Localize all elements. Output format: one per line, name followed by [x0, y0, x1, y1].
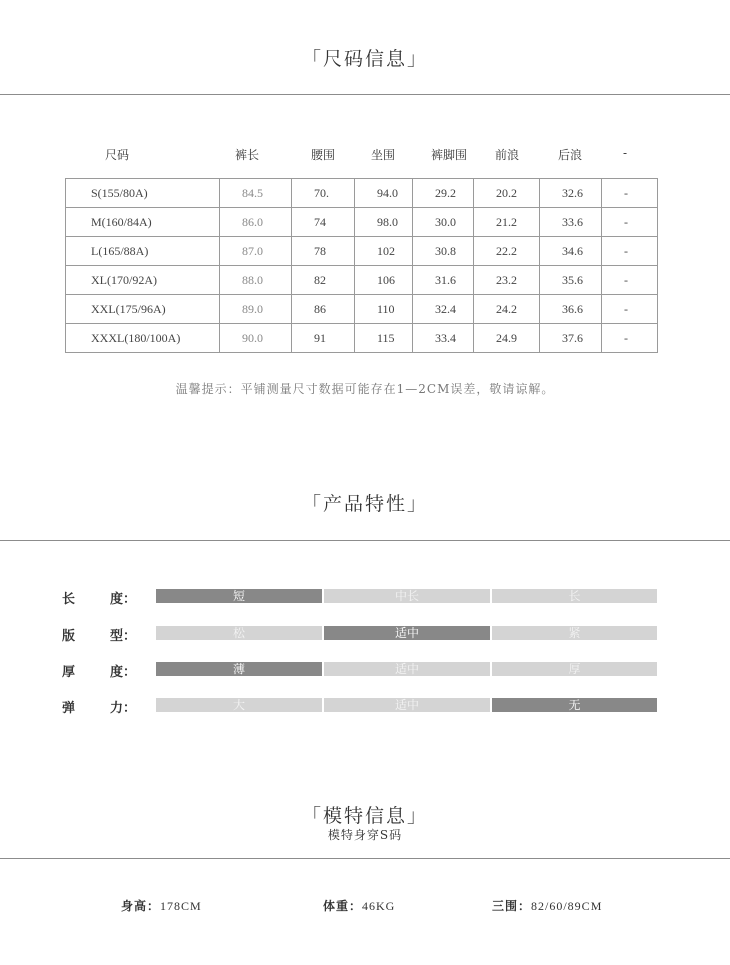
size-name-cell: XXXL(180/100A)	[66, 324, 220, 353]
size-value-cell: 74	[292, 208, 355, 237]
size-value-cell: 89.0	[220, 295, 292, 324]
model-height-label: 身高：	[121, 899, 161, 913]
size-value-cell: 98.0	[355, 208, 413, 237]
table-row	[66, 237, 658, 266]
size-value-cell: 115	[355, 324, 413, 353]
features-section-title: 「产品特性」	[301, 493, 428, 515]
feature-label-second: 力：	[110, 701, 137, 716]
size-value-cell: 33.4	[413, 324, 474, 353]
feature-option: 适中	[324, 698, 490, 712]
header-size: 尺码	[105, 148, 130, 162]
size-value-cell: 24.2	[474, 295, 540, 324]
size-value-cell: 106	[355, 266, 413, 295]
feature-scale	[156, 589, 657, 603]
table-row	[66, 295, 658, 324]
size-value-cell: 36.6	[540, 295, 602, 324]
size-table	[65, 178, 658, 353]
size-value-cell: -	[602, 266, 658, 295]
size-value-cell: 90.0	[220, 324, 292, 353]
size-value-cell: -	[602, 179, 658, 208]
size-value-cell: 94.0	[355, 179, 413, 208]
size-value-cell: -	[602, 324, 658, 353]
size-name-cell: XXL(175/96A)	[66, 295, 220, 324]
table-row	[66, 208, 658, 237]
size-value-cell: 102	[355, 237, 413, 266]
feature-scale	[156, 698, 657, 712]
feature-option: 松	[156, 626, 322, 640]
model-weight-value: 46KG	[362, 899, 396, 913]
size-value-cell: 37.6	[540, 324, 602, 353]
feature-option: 大	[156, 698, 322, 712]
features-section-divider	[0, 540, 730, 541]
size-table-header	[65, 146, 657, 162]
size-name-cell: S(155/80A)	[66, 179, 220, 208]
feature-label-first: 长	[62, 592, 76, 607]
feature-option: 厚	[492, 662, 657, 676]
feature-label-second: 型：	[110, 629, 137, 644]
size-value-cell: 70.	[292, 179, 355, 208]
table-row	[66, 179, 658, 208]
feature-label-first: 弹	[62, 701, 76, 716]
size-value-cell: 33.6	[540, 208, 602, 237]
size-note: 温馨提示：平铺测量尺寸数据可能存在1—2CM误差，敬请谅解。	[175, 382, 555, 396]
size-value-cell: 32.4	[413, 295, 474, 324]
size-value-cell: 87.0	[220, 237, 292, 266]
size-value-cell: 22.2	[474, 237, 540, 266]
header-hem: 裤脚围	[431, 148, 468, 162]
size-value-cell: 21.2	[474, 208, 540, 237]
model-weight-label: 体重：	[323, 899, 363, 913]
header-extra: -	[623, 146, 628, 160]
table-row	[66, 324, 658, 353]
feature-option-selected: 适中	[324, 626, 490, 640]
feature-option: 紧	[492, 626, 657, 640]
size-value-cell: 110	[355, 295, 413, 324]
feature-option: 中长	[324, 589, 490, 603]
size-value-cell: 31.6	[413, 266, 474, 295]
size-value-cell: 82	[292, 266, 355, 295]
header-length: 裤长	[235, 148, 260, 162]
feature-label-second: 度：	[110, 592, 137, 607]
size-name-cell: XL(170/92A)	[66, 266, 220, 295]
size-name-cell: L(165/88A)	[66, 237, 220, 266]
size-value-cell: 88.0	[220, 266, 292, 295]
size-value-cell: 84.5	[220, 179, 292, 208]
size-value-cell: -	[602, 208, 658, 237]
size-value-cell: 23.2	[474, 266, 540, 295]
size-value-cell: 24.9	[474, 324, 540, 353]
size-value-cell: 20.2	[474, 179, 540, 208]
header-waist: 腰围	[311, 148, 336, 162]
size-value-cell: -	[602, 295, 658, 324]
feature-option: 适中	[324, 662, 490, 676]
header-back-rise: 后浪	[558, 148, 583, 162]
model-section-subtitle: 模特身穿S码	[327, 828, 403, 842]
size-section-divider	[0, 94, 730, 95]
size-value-cell: 78	[292, 237, 355, 266]
size-value-cell: 30.0	[413, 208, 474, 237]
size-value-cell: 35.6	[540, 266, 602, 295]
model-height	[121, 897, 202, 914]
model-weight	[323, 897, 395, 914]
model-section-divider	[0, 858, 730, 859]
feature-option: 长	[492, 589, 657, 603]
size-value-cell: 30.8	[413, 237, 474, 266]
feature-label-second: 度：	[110, 665, 137, 680]
feature-scale	[156, 662, 657, 676]
size-value-cell: 91	[292, 324, 355, 353]
size-value-cell: 34.6	[540, 237, 602, 266]
size-value-cell: 32.6	[540, 179, 602, 208]
model-height-value: 178CM	[160, 899, 202, 913]
feature-option-selected: 无	[492, 698, 657, 712]
size-value-cell: 86	[292, 295, 355, 324]
model-section-title: 「模特信息」	[301, 805, 428, 827]
model-measurements	[492, 897, 602, 914]
size-value-cell: 29.2	[413, 179, 474, 208]
header-front-rise: 前浪	[495, 148, 520, 162]
feature-option-selected: 薄	[156, 662, 322, 676]
size-value-cell: -	[602, 237, 658, 266]
feature-label-first: 版	[62, 629, 76, 644]
table-row	[66, 266, 658, 295]
model-measure-value: 82/60/89CM	[531, 899, 603, 913]
size-section-title: 「尺码信息」	[301, 48, 428, 70]
size-name-cell: M(160/84A)	[66, 208, 220, 237]
feature-label-first: 厚	[62, 665, 76, 680]
size-value-cell: 86.0	[220, 208, 292, 237]
model-measure-label: 三围：	[492, 899, 532, 913]
feature-option-selected: 短	[156, 589, 322, 603]
feature-scale	[156, 626, 657, 640]
header-hip: 坐围	[371, 148, 396, 162]
